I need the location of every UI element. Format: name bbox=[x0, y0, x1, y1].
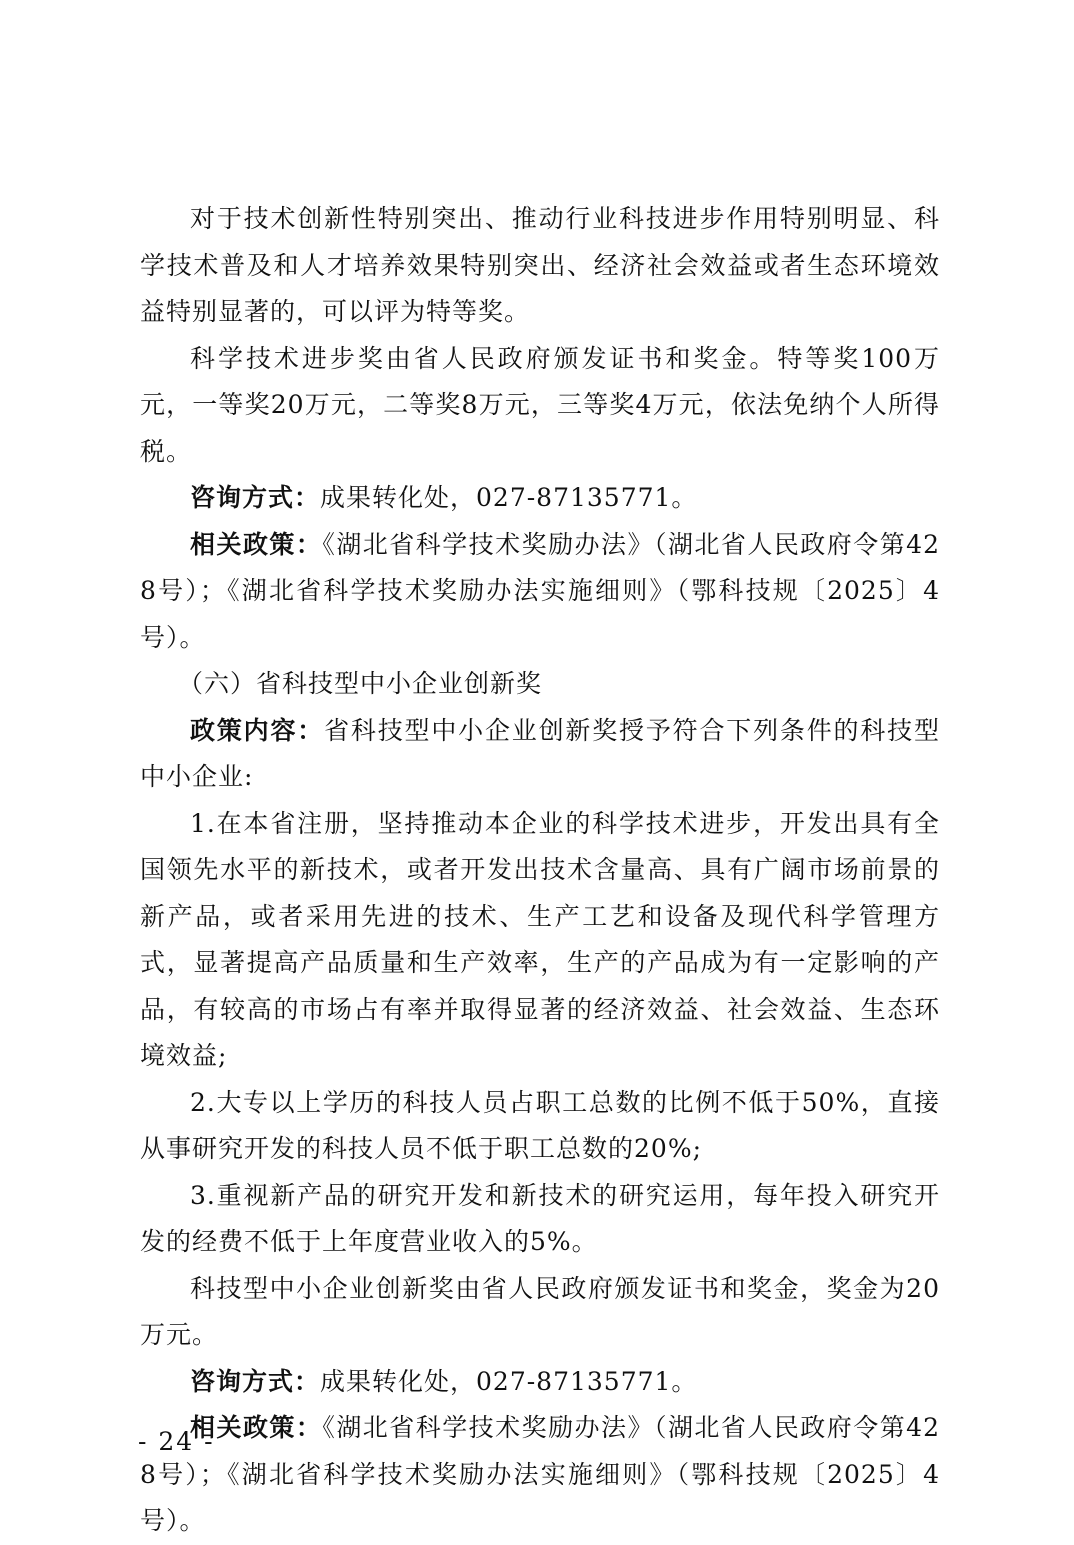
consultation-label: 咨询方式： bbox=[190, 483, 321, 512]
paragraph-consultation-1 bbox=[140, 475, 940, 522]
policy-content-text: 省科技型中小企业创新奖授予符合下列条件的科技型中小企业: bbox=[140, 715, 940, 791]
page-content bbox=[140, 196, 940, 1545]
condition-text: 1.在本省注册，坚持推动本企业的科学技术进步，开发出具有全国领先水平的新技术，或者开发出技术含量高、具有广阔市场前景的新产品，或者采用先进的技术、生产工艺和设备及现代科学管理方式，显著提高产品质量和生产效率，生产的产品成为有一定影响的产品，有较高的市场占有率并取得显著的经济效益、社会效益、生态环境效益; bbox=[140, 808, 940, 1070]
paragraph-text: 对于技术创新性特别突出、推动行业科技进步作用特别明显、科学技术普及和人才培养效果特别突出、经济社会效益或者生态环境效益特别显著的，可以评为特等奖。 bbox=[140, 204, 940, 326]
heading-text: （六）省科技型中小企业创新奖 bbox=[178, 669, 543, 698]
page-number: - 24 - bbox=[138, 1427, 215, 1456]
paragraph-condition-2 bbox=[140, 1080, 940, 1173]
paragraph-related-policy-2 bbox=[140, 1405, 940, 1545]
paragraph-progress-award-amounts bbox=[140, 336, 940, 476]
paragraph-policy-content bbox=[140, 708, 940, 801]
related-policy-label: 相关政策： bbox=[190, 529, 323, 559]
paragraph-consultation-2 bbox=[140, 1359, 940, 1406]
section-heading-sme-innovation-award bbox=[140, 661, 940, 708]
paragraph-condition-3 bbox=[140, 1173, 940, 1266]
related-policy-text: 《湖北省科学技术奖励办法》（湖北省人民政府令第428号）；《湖北省科学技术奖励办法实施细则》（鄂科技规〔2025〕4号）。 bbox=[140, 1413, 940, 1535]
paragraph-text: 科学技术进步奖由省人民政府颁发证书和奖金。特等奖100万元，一等奖20万元，二等奖8万元，三等奖4万元，依法免纳个人所得税。 bbox=[140, 343, 940, 466]
paragraph-special-prize-criteria bbox=[140, 196, 940, 336]
consultation-label: 咨询方式： bbox=[190, 1366, 321, 1396]
condition-text: 3.重视新产品的研究开发和新技术的研究运用，每年投入研究开发的经费不低于上年度营业收入的5%。 bbox=[140, 1180, 940, 1256]
related-policy-label: 相关政策： bbox=[190, 1413, 323, 1442]
consultation-text: 成果转化处，027-87135771。 bbox=[320, 1366, 698, 1396]
paragraph-condition-1 bbox=[140, 801, 940, 1080]
paragraph-sme-award-amount bbox=[140, 1266, 940, 1359]
paragraph-related-policy-1 bbox=[140, 522, 940, 662]
consultation-text: 成果转化处，027-87135771。 bbox=[320, 483, 698, 512]
condition-text: 2.大专以上学历的科技人员占职工总数的比例不低于50%，直接从事研究开发的科技人员不低于职工总数的20%; bbox=[140, 1087, 940, 1163]
policy-content-label: 政策内容： bbox=[190, 715, 325, 745]
paragraph-text: 科技型中小企业创新奖由省人民政府颁发证书和奖金，奖金为20万元。 bbox=[140, 1273, 940, 1349]
related-policy-text: 《湖北省科学技术奖励办法》（湖北省人民政府令第428号）；《湖北省科学技术奖励办法实施细则》（鄂科技规〔2025〕4号）。 bbox=[140, 529, 940, 652]
